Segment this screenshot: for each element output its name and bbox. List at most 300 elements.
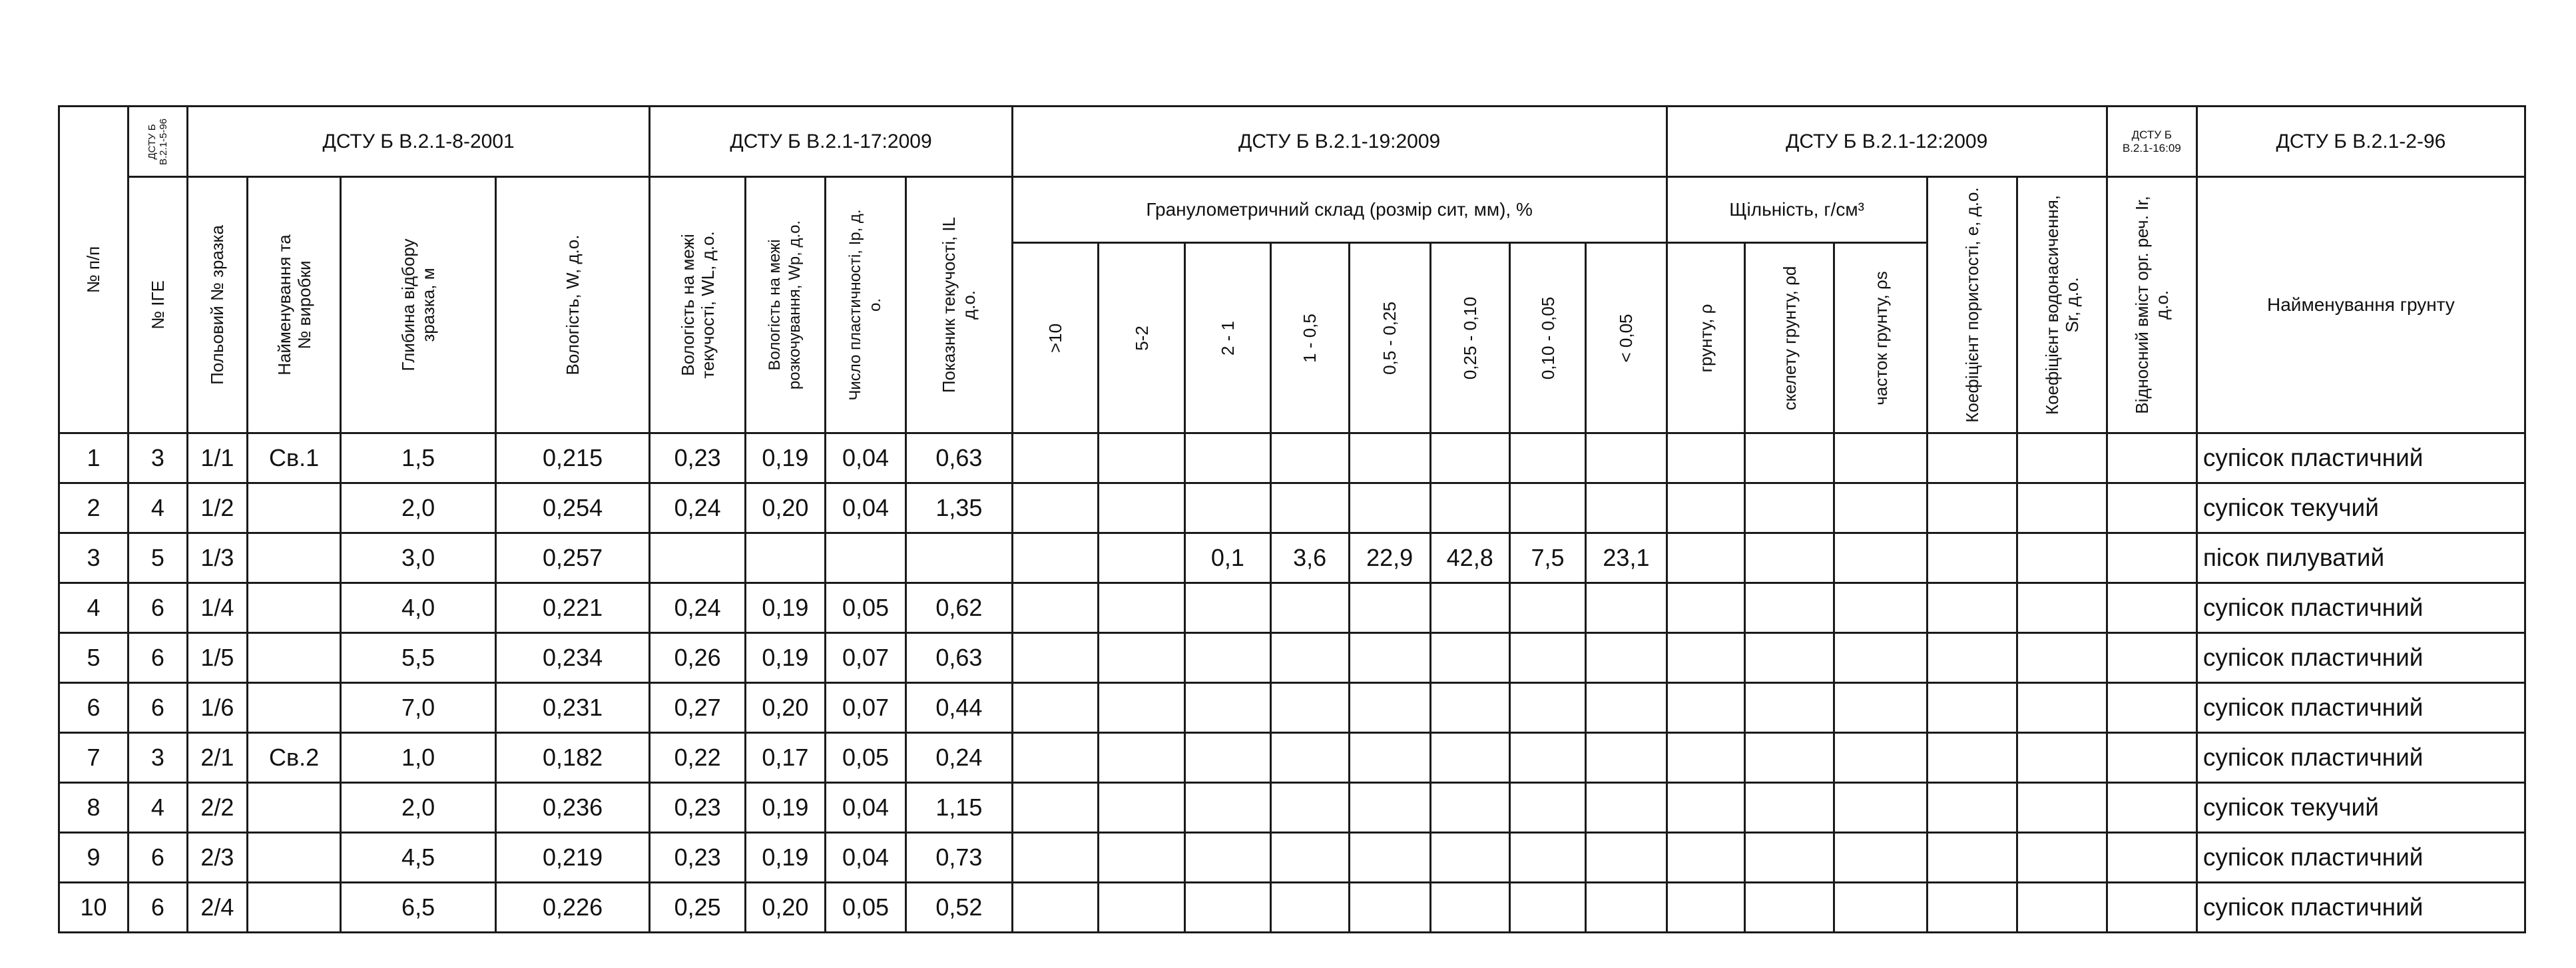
row-number-cell: 9 (59, 833, 129, 883)
moisture-cell: 0,257 (495, 533, 649, 583)
row-number-cell: 6 (59, 683, 129, 733)
porosity-cell (1927, 483, 2017, 533)
granulometry-header: Гранулометричний склад (розмір сит, мм), % (1012, 177, 1667, 243)
plastic-limit-header-text: Вологість на межі розкочування, Wp, д.о. (766, 220, 804, 390)
plasticity-index-cell: 0,04 (825, 483, 905, 533)
saturation-cell (2017, 783, 2107, 833)
well-cell (247, 783, 340, 833)
moisture-cell: 0,234 (495, 633, 649, 683)
sieve-cell (1099, 733, 1185, 783)
density-soil-cell (1667, 733, 1745, 783)
plastic-limit-cell: 0,19 (745, 583, 825, 633)
saturation-cell (2017, 733, 2107, 783)
table-row (59, 683, 2525, 733)
liquidity-index-cell: 0,63 (906, 433, 1013, 483)
saturation-cell (2017, 883, 2107, 933)
sieve-cell (1586, 883, 1667, 933)
moisture-cell: 0,226 (495, 883, 649, 933)
depth-cell: 1,5 (341, 433, 496, 483)
density-skeleton-cell (1745, 583, 1834, 633)
ige-standard-header (128, 107, 187, 177)
density-skeleton-cell (1745, 683, 1834, 733)
liquid-limit-header (650, 177, 746, 433)
organic-content-cell (2107, 483, 2196, 533)
sieve-header-text: 0,25 - 0,10 (1459, 296, 1480, 379)
sieve-cell (1430, 483, 1509, 533)
plasticity-index-cell: 0,04 (825, 433, 905, 483)
table-row (59, 483, 2525, 533)
liquidity-index-cell: 0,73 (906, 833, 1013, 883)
density-soil-cell (1667, 633, 1745, 683)
row-number-header (59, 107, 129, 433)
row-number-header-text: № п/п (83, 246, 104, 294)
sieve-header (1586, 243, 1667, 433)
sieve-cell (1099, 633, 1185, 683)
plastic-limit-cell: 0,20 (745, 683, 825, 733)
sieve-cell (1430, 783, 1509, 833)
depth-cell: 3,0 (341, 533, 496, 583)
saturation-header (2017, 177, 2107, 433)
saturation-cell (2017, 583, 2107, 633)
liquid-limit-cell: 0,24 (650, 483, 746, 533)
liquidity-index-cell: 0,63 (906, 633, 1013, 683)
sieve-cell (1509, 783, 1586, 833)
density-skeleton-cell (1745, 433, 1834, 483)
porosity-cell (1927, 883, 2017, 933)
plastic-limit-cell (745, 533, 825, 583)
moisture-cell: 0,221 (495, 583, 649, 633)
table-row (59, 883, 2525, 933)
plasticity-index-cell: 0,05 (825, 883, 905, 933)
ige-cell: 5 (128, 533, 187, 583)
sieve-cell (1270, 633, 1349, 683)
standard-16-text: ДСТУ Б В.2.1-16:09 (2122, 128, 2181, 154)
organic-content-cell (2107, 433, 2196, 483)
sieve-cell (1509, 733, 1586, 783)
sieve-cell (1586, 783, 1667, 833)
density-particles-header-text: часток грунту, ρs (1870, 270, 1891, 405)
well-cell (247, 533, 340, 583)
standards-header-row (59, 107, 2525, 177)
sieve-cell (1012, 833, 1099, 883)
liquid-limit-cell: 0,22 (650, 733, 746, 783)
sieve-cell (1349, 883, 1430, 933)
sieve-cell (1349, 633, 1430, 683)
sieve-cell (1185, 433, 1271, 483)
sieve-header-text: 0,5 - 0,25 (1380, 301, 1400, 375)
sieve-cell (1012, 433, 1099, 483)
sieve-cell (1586, 583, 1667, 633)
well-cell: Св.2 (247, 733, 340, 783)
sieve-header-text: 0,10 - 0,05 (1537, 296, 1558, 379)
table-row (59, 433, 2525, 483)
depth-cell: 1,0 (341, 733, 496, 783)
sieve-cell (1349, 433, 1430, 483)
well-cell (247, 583, 340, 633)
sieve-cell (1012, 783, 1099, 833)
sieve-header (1012, 243, 1099, 433)
sieve-cell (1270, 583, 1349, 633)
sieve-cell (1185, 783, 1271, 833)
sample-number-header (187, 177, 247, 433)
sieve-cell (1509, 683, 1586, 733)
sieve-cell (1430, 633, 1509, 683)
organic-content-cell (2107, 683, 2196, 733)
depth-header-text: Глибина відбору зразка, м (398, 238, 439, 371)
soil-name-cell: супісок пластичний (2196, 883, 2525, 933)
liquidity-index-cell: 1,35 (906, 483, 1013, 533)
porosity-header-text: Коефіцієнт пористості, e, д.о. (1961, 187, 1982, 423)
row-number-cell: 5 (59, 633, 129, 683)
sieve-cell (1430, 683, 1509, 733)
sieve-cell (1430, 583, 1509, 633)
sieve-cell (1586, 833, 1667, 883)
sieve-cell (1509, 883, 1586, 933)
sieve-header-text: < 0,05 (1616, 313, 1637, 363)
sample-cell: 2/4 (187, 883, 247, 933)
sieve-cell (1099, 683, 1185, 733)
well-cell: Св.1 (247, 433, 340, 483)
sieve-cell (1099, 583, 1185, 633)
sieve-cell (1012, 633, 1099, 683)
depth-cell: 2,0 (341, 783, 496, 833)
plastic-limit-cell: 0,17 (745, 733, 825, 783)
ige-cell: 6 (128, 633, 187, 683)
saturation-cell (2017, 483, 2107, 533)
sieve-header (1430, 243, 1509, 433)
density-skeleton-header-text: скелету грунту, ρd (1779, 266, 1800, 410)
soil-name-cell: супісок текучий (2196, 783, 2525, 833)
column-header-row (59, 177, 2525, 243)
organic-content-cell (2107, 883, 2196, 933)
sieve-cell (1099, 783, 1185, 833)
sample-cell: 1/3 (187, 533, 247, 583)
organic-content-header-text: Відносний вміст орг. реч. Ir, д.о. (2131, 196, 2172, 414)
plasticity-index-cell: 0,05 (825, 733, 905, 783)
row-number-cell: 3 (59, 533, 129, 583)
density-soil-cell (1667, 833, 1745, 883)
sieve-cell (1012, 583, 1099, 633)
sieve-cell (1185, 883, 1271, 933)
sample-cell: 2/2 (187, 783, 247, 833)
plastic-limit-cell: 0,20 (745, 483, 825, 533)
well-name-header (247, 177, 340, 433)
sieve-cell (1586, 733, 1667, 783)
organic-content-cell (2107, 783, 2196, 833)
well-cell (247, 683, 340, 733)
sieve-cell (1099, 433, 1185, 483)
density-particles-cell (1834, 733, 1927, 783)
depth-cell: 5,5 (341, 633, 496, 683)
plastic-limit-cell: 0,19 (745, 833, 825, 883)
porosity-cell (1927, 433, 2017, 483)
saturation-cell (2017, 533, 2107, 583)
sieve-cell (1509, 483, 1586, 533)
moisture-cell: 0,236 (495, 783, 649, 833)
sieve-cell (1509, 633, 1586, 683)
density-particles-cell (1834, 833, 1927, 883)
soil-properties-table (58, 105, 2526, 933)
soil-name-cell: супісок пластичний (2196, 683, 2525, 733)
plasticity-index-cell: 0,07 (825, 683, 905, 733)
depth-cell: 6,5 (341, 883, 496, 933)
sample-cell: 1/4 (187, 583, 247, 633)
sample-cell: 2/3 (187, 833, 247, 883)
sieve-cell (1185, 833, 1271, 883)
sieve-cell (1270, 883, 1349, 933)
liquid-limit-cell: 0,26 (650, 633, 746, 683)
row-number-cell: 4 (59, 583, 129, 633)
sieve-cell (1349, 683, 1430, 733)
density-soil-cell (1667, 433, 1745, 483)
liquid-limit-cell: 0,25 (650, 883, 746, 933)
sieve-header (1349, 243, 1430, 433)
standard-8-header: ДСТУ Б В.2.1-8-2001 (187, 107, 649, 177)
sieve-cell (1586, 483, 1667, 533)
sieve-header (1185, 243, 1271, 433)
well-name-header-text: Найменування та № виробки (274, 234, 314, 375)
plastic-limit-cell: 0,19 (745, 633, 825, 683)
liquidity-index-cell: 0,52 (906, 883, 1013, 933)
sample-cell: 1/2 (187, 483, 247, 533)
porosity-cell (1927, 683, 2017, 733)
sieve-cell (1185, 483, 1271, 533)
soil-name-cell: супісок пластичний (2196, 633, 2525, 683)
porosity-cell (1927, 833, 2017, 883)
sieve-header (1270, 243, 1349, 433)
plasticity-index-cell: 0,04 (825, 833, 905, 883)
sieve-cell (1012, 883, 1099, 933)
row-number-cell: 1 (59, 433, 129, 483)
sieve-cell (1349, 733, 1430, 783)
sieve-header (1099, 243, 1185, 433)
sieve-cell (1509, 583, 1586, 633)
standard-19-header: ДСТУ Б В.2.1-19:2009 (1012, 107, 1667, 177)
sieve-cell (1509, 433, 1586, 483)
moisture-cell: 0,219 (495, 833, 649, 883)
sieve-cell (1012, 533, 1099, 583)
sieve-cell (1349, 483, 1430, 533)
saturation-cell (2017, 683, 2107, 733)
sieve-cell (1099, 833, 1185, 883)
sample-cell: 1/5 (187, 633, 247, 683)
sieve-header-text: 1 - 0,5 (1300, 313, 1320, 363)
organic-content-cell (2107, 733, 2196, 783)
sieve-cell (1099, 483, 1185, 533)
ige-cell: 3 (128, 433, 187, 483)
sieve-cell (1430, 733, 1509, 783)
sieve-cell (1430, 433, 1509, 483)
plasticity-index-cell: 0,07 (825, 633, 905, 683)
porosity-header (1927, 177, 2017, 433)
saturation-cell (2017, 833, 2107, 883)
sieve-header (1509, 243, 1586, 433)
sieve-cell (1349, 833, 1430, 883)
density-skeleton-cell (1745, 833, 1834, 883)
density-soil-cell (1667, 783, 1745, 833)
sieve-cell (1430, 883, 1509, 933)
sample-number-header-text: Польовий № зразка (207, 225, 228, 385)
standard-16-header (2107, 107, 2196, 177)
ige-header (128, 177, 187, 433)
porosity-cell (1927, 633, 2017, 683)
ige-cell: 6 (128, 883, 187, 933)
row-number-cell: 10 (59, 883, 129, 933)
moisture-cell: 0,215 (495, 433, 649, 483)
soil-name-cell: пісок пилуватий (2196, 533, 2525, 583)
liquidity-index-cell: 0,44 (906, 683, 1013, 733)
table-row (59, 583, 2525, 633)
organic-content-header (2107, 177, 2196, 433)
porosity-cell (1927, 783, 2017, 833)
organic-content-cell (2107, 633, 2196, 683)
density-particles-cell (1834, 883, 1927, 933)
density-soil-header-text: грунту, ρ (1695, 304, 1716, 372)
plastic-limit-cell: 0,20 (745, 883, 825, 933)
plasticity-index-header (825, 177, 905, 433)
standard-17-header: ДСТУ Б В.2.1-17:2009 (650, 107, 1012, 177)
liquidity-index-header-text: Показник текучості, IL д.о. (939, 216, 979, 393)
sample-cell: 2/1 (187, 733, 247, 783)
soil-name-cell: супісок текучий (2196, 483, 2525, 533)
table-row (59, 733, 2525, 783)
depth-cell: 7,0 (341, 683, 496, 733)
sieve-cell (1099, 533, 1185, 583)
depth-header (341, 177, 496, 433)
moisture-cell: 0,182 (495, 733, 649, 783)
well-cell (247, 833, 340, 883)
density-soil-cell (1667, 533, 1745, 583)
liquid-limit-cell: 0,23 (650, 433, 746, 483)
standard-12-header: ДСТУ Б В.2.1-12:2009 (1667, 107, 2107, 177)
soil-name-cell: супісок пластичний (2196, 833, 2525, 883)
sample-cell: 1/6 (187, 683, 247, 733)
plasticity-index-cell: 0,05 (825, 583, 905, 633)
density-soil-cell (1667, 683, 1745, 733)
density-particles-header (1834, 243, 1927, 433)
sieve-cell (1270, 833, 1349, 883)
row-number-cell: 2 (59, 483, 129, 533)
depth-cell: 2,0 (341, 483, 496, 533)
density-skeleton-header (1745, 243, 1834, 433)
sieve-cell (1185, 633, 1271, 683)
sieve-cell (1586, 683, 1667, 733)
liquidity-index-cell: 0,24 (906, 733, 1013, 783)
liquidity-index-cell: 1,15 (906, 783, 1013, 833)
ige-standard-text: ДСТУ Б В.2.1-5-96 (146, 118, 169, 165)
sieve-cell (1012, 683, 1099, 733)
density-soil-cell (1667, 483, 1745, 533)
sieve-cell (1185, 733, 1271, 783)
soil-name-header: Найменування грунту (2196, 177, 2525, 433)
plastic-limit-cell: 0,19 (745, 783, 825, 833)
density-skeleton-cell (1745, 733, 1834, 783)
porosity-cell (1927, 533, 2017, 583)
sieve-cell (1430, 833, 1509, 883)
table-row (59, 833, 2525, 883)
density-skeleton-cell (1745, 783, 1834, 833)
ige-header-text: № ІГЕ (147, 280, 168, 330)
sieve-cell (1270, 783, 1349, 833)
sieve-header-text: 2 - 1 (1217, 320, 1238, 356)
sieve-cell (1099, 883, 1185, 933)
density-particles-cell (1834, 433, 1927, 483)
moisture-cell: 0,231 (495, 683, 649, 733)
porosity-cell (1927, 733, 2017, 783)
sieve-cell (1270, 433, 1349, 483)
porosity-cell (1927, 583, 2017, 633)
liquid-limit-cell (650, 533, 746, 583)
density-skeleton-cell (1745, 633, 1834, 683)
well-cell (247, 633, 340, 683)
density-header: Щільність, г/см³ (1667, 177, 1927, 243)
moisture-cell: 0,254 (495, 483, 649, 533)
depth-cell: 4,5 (341, 833, 496, 883)
plastic-limit-header (745, 177, 825, 433)
ige-cell: 6 (128, 683, 187, 733)
sieve-header-text: >10 (1045, 323, 1066, 353)
standard-2-header: ДСТУ Б В.2.1-2-96 (2196, 107, 2525, 177)
liquidity-index-cell: 0,62 (906, 583, 1013, 633)
organic-content-cell (2107, 833, 2196, 883)
table-row (59, 783, 2525, 833)
liquid-limit-header-text: Вологість на межі текучості, WL, д.о. (677, 231, 718, 379)
moisture-header (495, 177, 649, 433)
density-soil-header (1667, 243, 1745, 433)
sample-cell: 1/1 (187, 433, 247, 483)
row-number-cell: 7 (59, 733, 129, 783)
liquid-limit-cell: 0,27 (650, 683, 746, 733)
sieve-cell (1012, 733, 1099, 783)
saturation-header-text: Коефіцієнт водонасичення, Sr, д.о. (2041, 194, 2082, 415)
ige-cell: 4 (128, 483, 187, 533)
density-skeleton-cell (1745, 883, 1834, 933)
sieve-cell (1586, 433, 1667, 483)
sieve-header-text: 5-2 (1131, 325, 1152, 351)
plasticity-index-cell: 0,04 (825, 783, 905, 833)
organic-content-cell (2107, 533, 2196, 583)
liquid-limit-cell: 0,23 (650, 833, 746, 883)
sieve-cell: 0,1 (1185, 533, 1271, 583)
plasticity-index-header-text: Число пластичності, Ip, д. о. (846, 209, 884, 401)
sieve-cell (1349, 583, 1430, 633)
saturation-cell (2017, 633, 2107, 683)
row-number-cell: 8 (59, 783, 129, 833)
soil-name-cell: супісок пластичний (2196, 733, 2525, 783)
ige-cell: 3 (128, 733, 187, 783)
density-particles-cell (1834, 783, 1927, 833)
sieve-cell: 42,8 (1430, 533, 1509, 583)
sieve-cell (1270, 483, 1349, 533)
liquid-limit-cell: 0,24 (650, 583, 746, 633)
liquidity-index-header (906, 177, 1013, 433)
sieve-cell (1185, 683, 1271, 733)
plastic-limit-cell: 0,19 (745, 433, 825, 483)
density-soil-cell (1667, 883, 1745, 933)
sieve-cell: 23,1 (1586, 533, 1667, 583)
sieve-cell (1012, 483, 1099, 533)
ige-cell: 4 (128, 783, 187, 833)
sieve-cell (1349, 783, 1430, 833)
saturation-cell (2017, 433, 2107, 483)
sieve-cell: 3,6 (1270, 533, 1349, 583)
moisture-header-text: Вологість, W, д.о. (563, 234, 583, 375)
liquid-limit-cell: 0,23 (650, 783, 746, 833)
table-row (59, 633, 2525, 683)
density-skeleton-cell (1745, 533, 1834, 583)
sieve-cell: 22,9 (1349, 533, 1430, 583)
density-soil-cell (1667, 583, 1745, 633)
